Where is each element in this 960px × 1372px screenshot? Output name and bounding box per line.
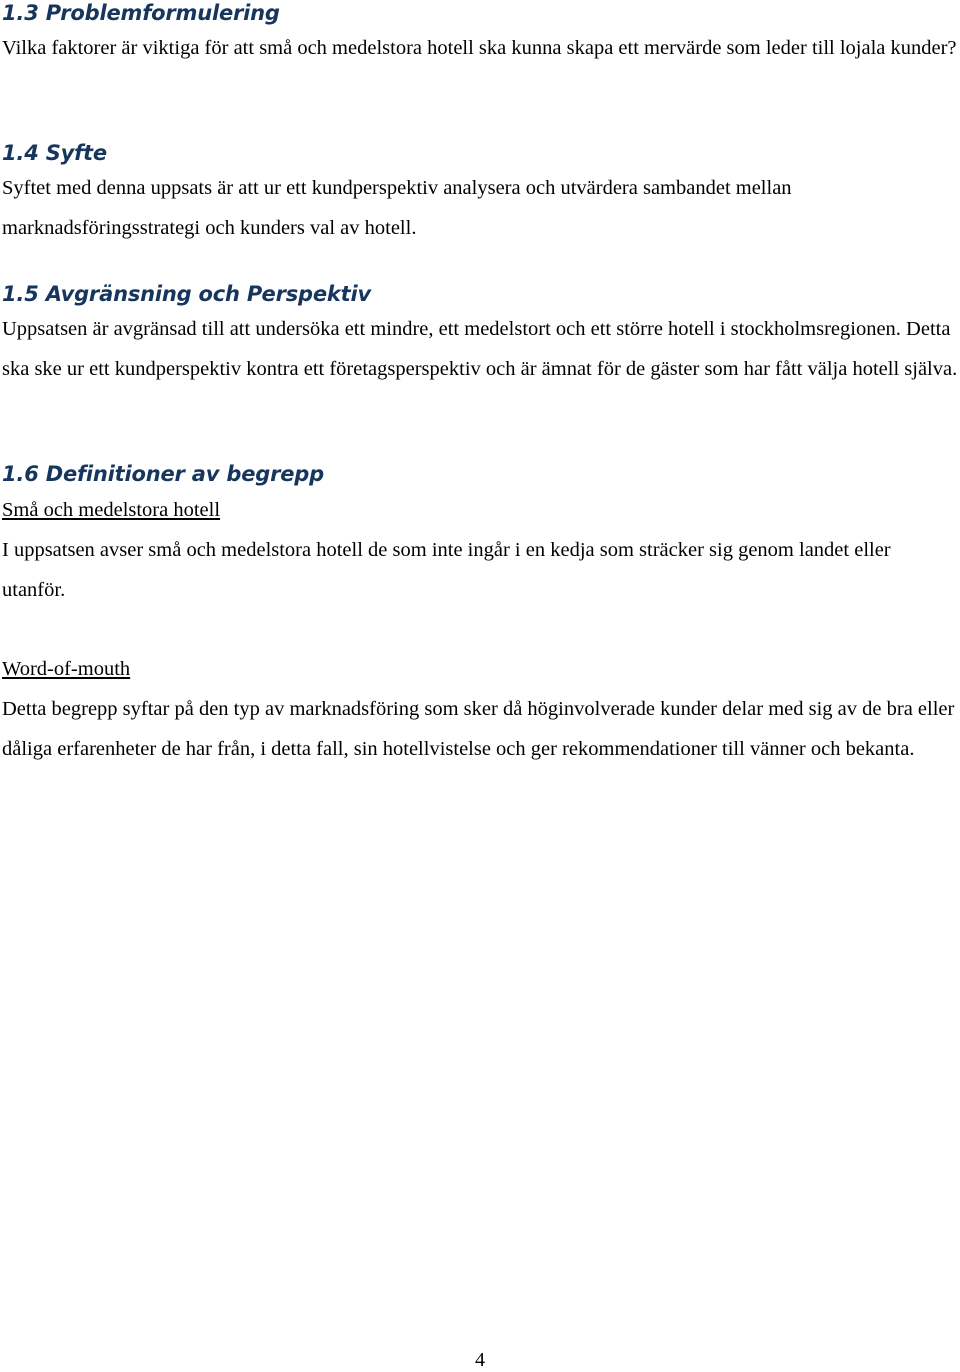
section-heading-definitioner: 1.6 Definitioner av begrepp	[2, 462, 324, 486]
section-body-problemformulering: Vilka faktorer är viktiga för att små och medelstora hotell ska kunna skapa ett mervärde som leder till lojala kunder?	[2, 37, 957, 59]
term-heading-word-of-mouth: Word-of-mouth	[2, 658, 131, 680]
section-body-syfte: Syftet med denna uppsats är att ur ett kundperspektiv analysera och utvärdera sambandet mellan marknadsföringsstrategi och kunders val av hotell.	[2, 177, 792, 239]
page-number: 4	[475, 1349, 485, 1371]
term-definition-sma-hotell: I uppsatsen avser små och medelstora hotell de som inte ingår i en kedja som sträcker sig genom landet eller utanför.	[2, 539, 891, 601]
section-heading-problemformulering: 1.3 Problemformulering	[2, 1, 280, 25]
section-body-avgransning: Uppsatsen är avgränsad till att undersöka ett mindre, ett medelstort och ett större hotell i stockholmsregionen. Detta ska ske ur ett kundperspektiv kontra ett företagsperspektiv och är ämnat för de gäster som har fått välja hotell själva.	[2, 318, 958, 380]
section-heading-avgransning: 1.5 Avgränsning och Perspektiv	[2, 282, 371, 306]
term-heading-sma-hotell: Små och medelstora hotell	[2, 499, 221, 521]
section-heading-syfte: 1.4 Syfte	[2, 141, 107, 165]
term-definition-word-of-mouth: Detta begrepp syftar på den typ av marknadsföring som sker då höginvolverade kunder delar med sig av de bra eller dåliga erfarenheter de har från, i detta fall, sin hotellvistelse och ger rekommendationer till vänner och bekanta.	[2, 698, 955, 760]
